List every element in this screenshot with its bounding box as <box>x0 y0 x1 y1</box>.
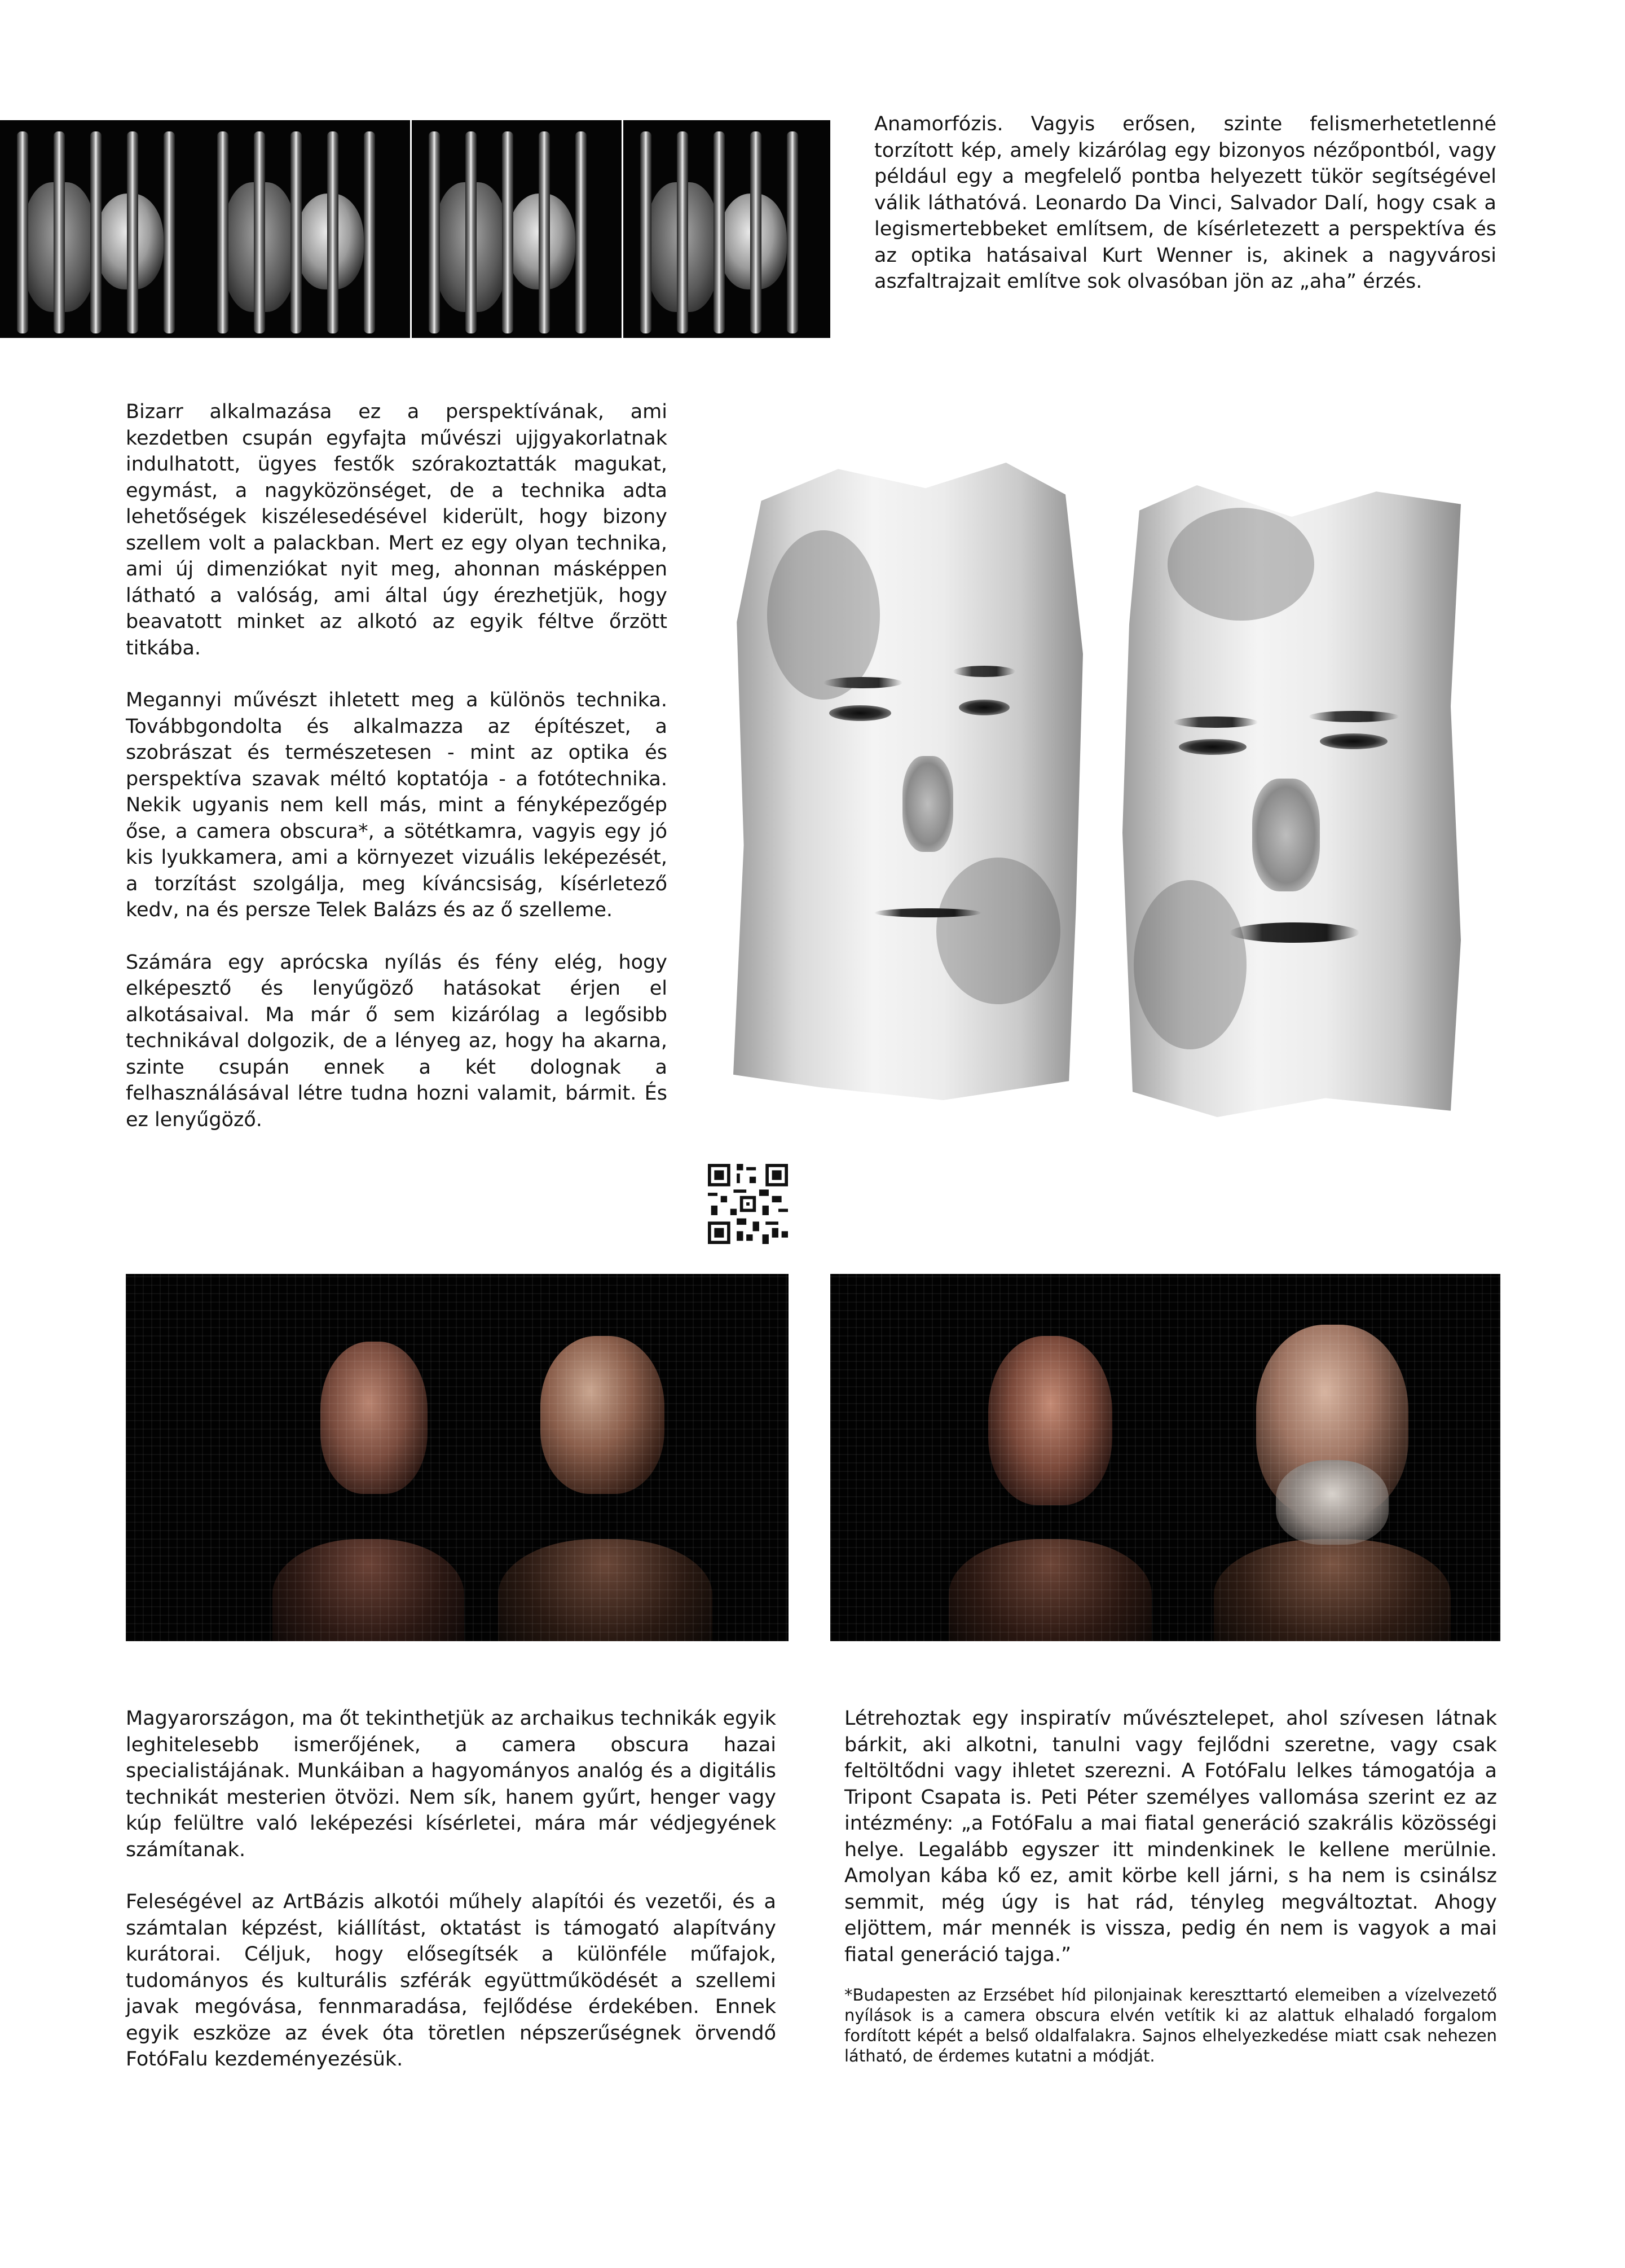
portrait-torso <box>498 1539 712 1641</box>
paragraph: Létrehoztak egy inspiratív művésztelepet, ahol szívesen látnak bárkit, aki alkotni, tanulni vagy fejlődni szeretne, vagy csak feltöltődni vagy ihletet szerezni. A FotóFalu lelkes támogatója a Tripont Csapata is. Peti Péter személyes vallomása szerint ez az intézmény: „a FotóFalu a mai fiatal generáció szakrális közösségi helye. Legalább egyszer itt mindenkinek le kellene merülnie. Amolyan kába kő ez, amit körbe kell járni, s ha nem is csinálsz semmit, még úgy is hat rád, tényleg megváltoztat. Ahogy eljöttem, már mennék is vissza, pedig én nem is vagyok a mai fiatal generáció tajga.” <box>844 1707 1497 1966</box>
left-text-column <box>126 399 667 1133</box>
crumpled-cylinder-man <box>1122 485 1461 1117</box>
glass-cylinder <box>364 131 375 333</box>
face-brow <box>823 677 902 688</box>
strip-frame-2 <box>200 120 410 338</box>
face-eye <box>959 700 1010 715</box>
glass-cylinder <box>429 131 440 333</box>
face-brow <box>1309 711 1399 722</box>
paragraph: Számára egy aprócska nyílás és fény elég, hogy elképesztő és lenyűgöző hatásokat érjen el alkotásaival. Ma már ő sem kizárólag a legősibb technikával dolgozik, de a lényeg az, hogy ha akarna, szinte csupán ennek a két dolognak a felhasználásával létre tudna hozni valamit, bármit. És ez lenyűgöző. <box>126 951 667 1131</box>
glass-cylinder <box>640 131 651 333</box>
glass-cylinder <box>17 131 28 333</box>
glass-cylinder <box>787 131 798 333</box>
glass-cylinder <box>127 131 138 333</box>
portrait-torso <box>1214 1539 1451 1641</box>
face-moustache <box>1230 922 1359 943</box>
glass-cylinder <box>217 131 228 333</box>
portrait-head-young-man <box>320 1342 428 1494</box>
glass-cylinder <box>327 131 338 333</box>
paragraph: Anamorfózis. Vagyis erősen, szinte felismerhetetlenné torzított kép, amely kizárólag egy bizonyos nézőpontból, vagy például egy a megfelelő pontba helyezett tükör segítségével válik láthatóvá. Leonardo Da Vinci, Salvador Dalí, hogy csak a legismertebbeket említsem, de kísérletezett a perspektíva és az optika hatásaival Kurt Wenner is, akinek a nagyvárosi aszfaltrajzait említve sok olvasóban jön az „aha” érzés. <box>874 113 1496 293</box>
paper-crease <box>1134 880 1247 1049</box>
glass-cylinder <box>290 131 302 333</box>
face-eye <box>1179 739 1247 755</box>
paragraph: Megannyi művészt ihletett meg a különös technika. Továbbgondolta és alkalmazza az építészet, a szobrászat és természetesen - mint az optika és perspektíva szavak méltó koptatója - a fotótechnika. Nekik ugyanis nem kell más, mint a fényképezőgép őse, a camera obscura*, a sötétkamra, vagyis egy jó kis lyukkamera, ami a környezet vizuális leképezését, a torzítást szolgálja, meg kíváncsiság, kísérletező kedv, na és persze Telek Balázs és az ő szelleme. <box>126 689 667 921</box>
portrait-head-bearded-old-man <box>1256 1325 1408 1517</box>
portrait-panel-right <box>830 1274 1500 1641</box>
strip-frame-4 <box>623 120 830 338</box>
portrait-panel-left <box>126 1274 789 1641</box>
crumpled-cylinder-woman <box>733 463 1083 1100</box>
paper-crease <box>936 858 1060 1004</box>
face-nose <box>902 756 953 852</box>
glass-cylinder <box>465 131 477 333</box>
glass-cylinder <box>90 131 102 333</box>
portrait-head-middle-aged-man <box>540 1336 664 1494</box>
paragraph: Bizarr alkalmazása ez a perspektívának, ami kezdetben csupán egyfajta művészi ujjgyakorlatnak indulhatott, ügyes festők szórakoztatták magukat, egymást, a nagyközönséget, de a technika adta lehetőségek kiszélesedésével kiderült, hogy bizony szellem volt a palackban. Mert ez egy olyan technika, ami új dimenziókat nyit meg, ahonnan másképpen látható a valóság, ami által úgy érezhetjük, hogy beavatott minket az alkotó az egyik féltve őrzött titkába. <box>126 401 667 660</box>
top-right-text-column <box>874 111 1496 295</box>
glass-cylinder <box>750 131 761 333</box>
bottom-left-text-column <box>126 1706 776 2073</box>
paragraph: Magyarországon, ma őt tekinthetjük az archaikus technikák egyik leghitelesebb ismerőjének, a camera obscura hazai specialistájának. Munkáiban a hagyományos analóg és a digitális technikát mesterien ötvözi. Nem sík, hanem gyűrt, henger vagy kúp felültre való leképezési kísérletei, mára már védjegyének számítanak. <box>126 1707 776 1861</box>
glass-cylinder <box>677 131 688 333</box>
footnote: *Budapesten az Erzsébet híd pilonjainak kereszttartó elemeiben a vízelvezető nyílások is a camera obscura elvén vetítik ki az alattuk elhaladó forgalom fordított képét a belső oldalfalakra. Sajnos elhelyezkedése miatt csak nehezen látható, de érdemes kutatni a módját. <box>844 1985 1497 2065</box>
qr-code-icon <box>708 1164 788 1244</box>
glass-cylinder <box>254 131 265 333</box>
glass-cylinder <box>539 131 550 333</box>
qr-code[interactable] <box>708 1164 788 1244</box>
bottom-right-text-column <box>844 1706 1497 2066</box>
glass-cylinder <box>575 131 587 333</box>
face-mouth <box>874 908 981 917</box>
strip-frame-1 <box>0 120 210 338</box>
portrait-torso <box>272 1539 464 1641</box>
paper-crease <box>767 530 880 700</box>
portrait-head-bearded-young-man <box>988 1336 1112 1505</box>
glass-cylinder <box>714 131 725 333</box>
glass-cylinder <box>54 131 65 333</box>
paragraph: Feleségével az ArtBázis alkotói műhely alapítói és vezetői, és a számtalan képzést, kiállítást, oktatást is támogató alapítvány kurátorai. Céljuk, hogy elősegítsék a különféle műfajok, tudományos és kulturális szférák együttműködését a szellemi javak megóvása, fennmaradása, fejlődése érdekében. Ennek egyik eszköze az évek óta töretlen népszerűségnek örvendő FotóFalu kezdeményezésük. <box>126 1891 776 2071</box>
portrait-torso <box>949 1539 1152 1641</box>
paper-crease <box>1168 508 1314 621</box>
glass-cylinder <box>502 131 513 333</box>
strip-frame-3 <box>412 120 622 338</box>
face-nose <box>1252 779 1320 891</box>
glass-cylinder <box>164 131 175 333</box>
portrait-beard <box>1276 1460 1389 1545</box>
face-eye <box>1320 733 1388 749</box>
face-brow <box>953 666 1015 677</box>
face-eye <box>829 705 891 721</box>
face-brow <box>1173 717 1258 728</box>
